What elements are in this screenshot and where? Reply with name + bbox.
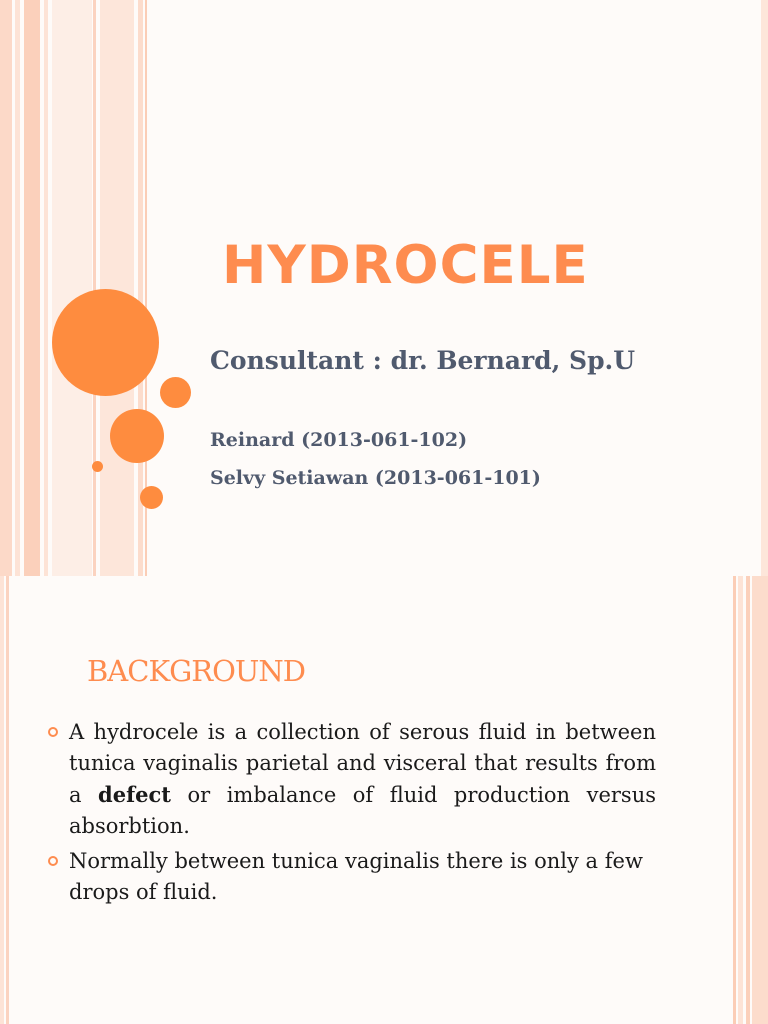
decor-stripe	[738, 576, 743, 1024]
bullet-emphasis: defect	[98, 782, 171, 807]
bullet-text-part: A hydrocele is a collection of serous fluid in between tunica vaginalis parietal and visceral that results from a	[69, 720, 656, 807]
decor-stripe	[761, 0, 768, 576]
decor-stripe	[0, 576, 4, 1024]
bullet-item	[48, 717, 656, 842]
slide-title: HYDROCELE	[222, 235, 589, 296]
decor-circle	[110, 409, 164, 463]
decor-circle	[140, 486, 163, 509]
decor-circle-small	[92, 461, 103, 472]
decor-stripe	[44, 0, 48, 576]
decor-stripe	[24, 0, 40, 576]
bullet-text-part: or imbalance of fluid production versus absorbtion.	[69, 783, 657, 838]
circle-bullet-icon	[48, 856, 58, 866]
author-line: Selvy Setiawan (2013-061-101)	[210, 467, 541, 489]
decor-stripe	[6, 576, 9, 1024]
section-heading: BACKGROUND	[87, 654, 305, 688]
decor-stripe	[752, 576, 768, 1024]
decor-stripe	[100, 0, 134, 576]
bullet-text	[69, 717, 656, 842]
author-line: Reinard (2013-061-102)	[210, 429, 468, 451]
decor-stripe	[15, 0, 20, 576]
decor-stripe	[52, 0, 92, 576]
decor-stripe	[733, 576, 736, 1024]
consultant-line: Consultant : dr. Bernard, Sp.U	[210, 346, 636, 375]
decor-circle-large	[52, 289, 159, 396]
decor-stripe	[746, 576, 750, 1024]
decor-stripe	[0, 0, 12, 576]
bullet-item	[48, 846, 656, 908]
decor-stripe	[93, 0, 96, 576]
circle-bullet-icon	[48, 727, 58, 737]
background-slide	[0, 576, 768, 1024]
bullet-text: Normally between tunica vaginalis there is only a few drops of fluid.	[69, 849, 643, 904]
decor-circle	[160, 377, 191, 408]
